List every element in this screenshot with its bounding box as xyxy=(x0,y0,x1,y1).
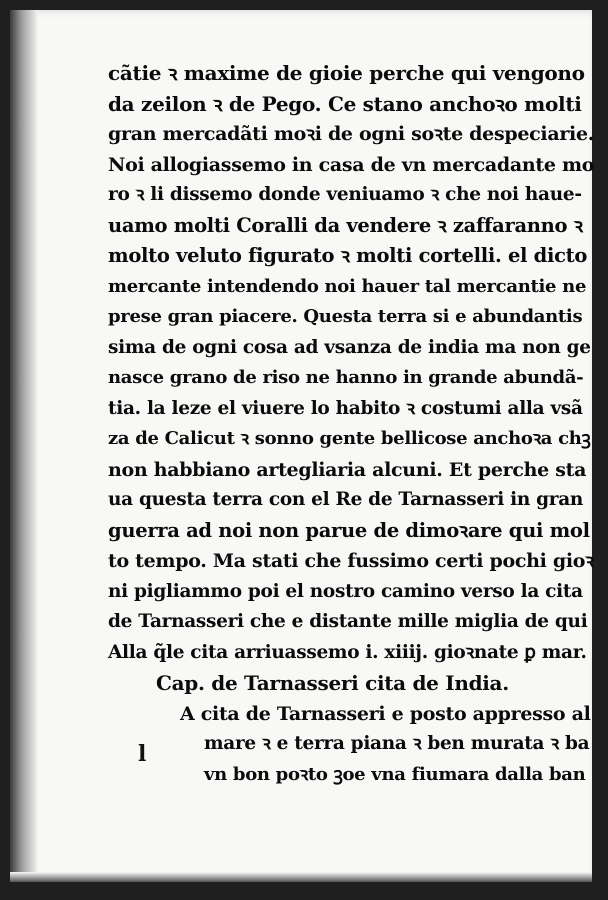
body-text xyxy=(108,58,594,790)
text-line: molto veluto figurato ꝛ molti cortelli. el dicto xyxy=(108,244,588,267)
text-line: za de Calicut ꝛ sonno gente bellicose anchoꝛa chꝫ xyxy=(108,428,591,449)
text-line: gran mercadãti moꝛi de ogni soꝛte despeciarie. xyxy=(108,123,595,145)
text-line: da zeilon ꝛ de Pego. Ce stano anchoꝛo molti xyxy=(108,91,582,116)
book-page xyxy=(10,10,595,882)
page-gutter-shadow xyxy=(10,10,38,882)
chapter-heading: Cap. de Tarnasseri cita de India. xyxy=(156,671,509,695)
chapter-text-line: vn bon poꝛto ꝫoe vna fiumara dalla ban xyxy=(204,763,586,785)
margin-mark: l xyxy=(138,741,147,767)
text-line: ni pigliammo poi el nostro camino verso la cita xyxy=(108,580,583,602)
text-line: uamo molti Coralli da vendere ꝛ zaffaranno ꝛ xyxy=(108,213,583,237)
text-line: mercante intendendo noi hauer tal mercantie ne xyxy=(108,275,587,297)
text-line: nasce grano de riso ne hanno in grande abundã- xyxy=(108,367,584,388)
text-line: Noi allogiassemo in casa de vn mercadante mo xyxy=(108,153,595,176)
text-line: to tempo. Ma stati che fussimo certi pochi gioꝛ xyxy=(108,550,594,572)
chapter-text-line: mare ꝛ e terra piana ꝛ ben murata ꝛ ba xyxy=(204,733,590,754)
text-line: ua questa terra con el Re de Tarnasseri in gran xyxy=(108,489,584,510)
text-line: prese gran piacere. Questa terra si e abundantis xyxy=(108,306,583,327)
page-bottom-edge xyxy=(10,872,592,882)
text-line: non habbiano artegliaria alcuni. Et perche sta xyxy=(108,458,587,481)
text-line: ro ꝛ li dissemo donde veniuamo ꝛ che noi haue- xyxy=(108,184,582,205)
text-line: cãtie ꝛ maxime de gioie perche qui vengono xyxy=(108,61,585,85)
text-line: sima de ogni cosa ad vsanza de india ma non ge xyxy=(108,336,591,358)
chapter-text-line: A cita de Tarnasseri e posto appresso al xyxy=(180,702,591,725)
text-line: tia. la leze el viuere lo habito ꝛ costumi alla vsã xyxy=(108,397,583,419)
text-line: de Tarnasseri che e distante mille miglia de qui xyxy=(108,611,588,632)
text-line: guerra ad noi non parue de dimoꝛare qui mol xyxy=(108,518,590,542)
text-line: Alla q̃le cita arriuassemo i. xiiij. gioꝛnate ꝑ mar. xyxy=(108,641,587,663)
